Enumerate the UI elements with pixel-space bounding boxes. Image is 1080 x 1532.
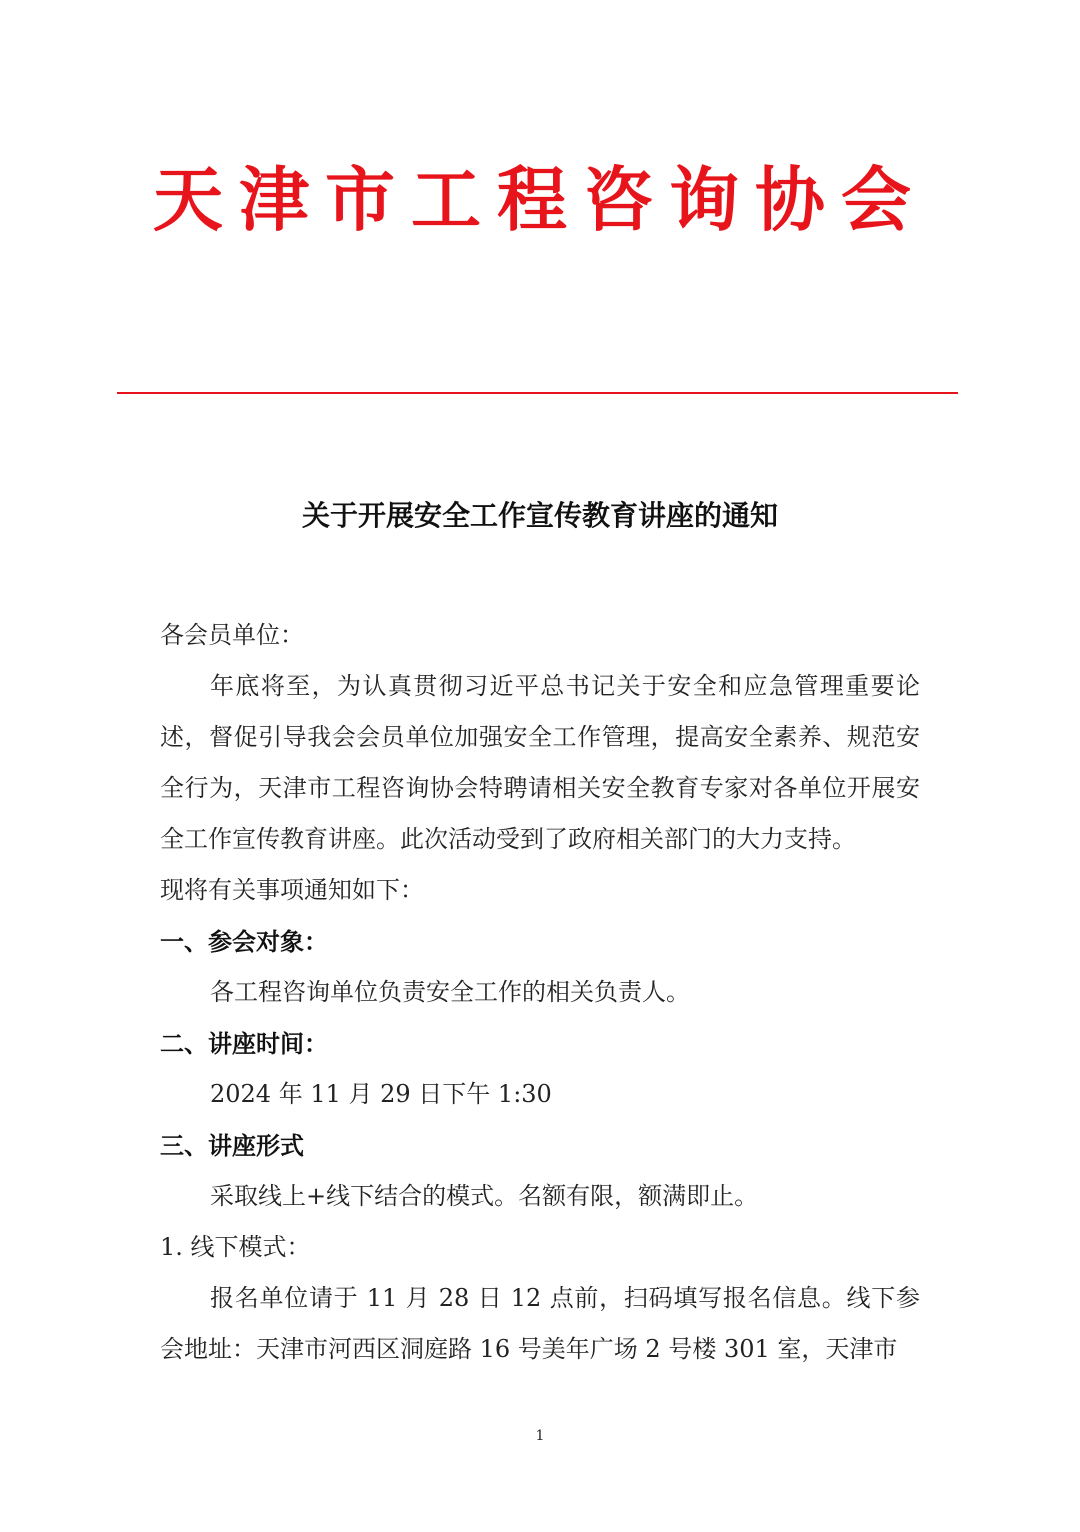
- page-number: 1: [535, 1428, 545, 1444]
- subsection-offline-content: 报名单位请于 11 月 28 日 12 点前，扫码填写报名信息。线下参会地址：天津市河西区洞庭路 16 号美年广场 2 号楼 301 室，天津市: [160, 1284, 920, 1363]
- section-heading-time: 二、讲座时间：: [160, 1029, 328, 1058]
- subsection-offline-label: 1. 线下模式：: [160, 1233, 311, 1261]
- section-content-format: 采取线上+线下结合的模式。名额有限，额满即止。: [210, 1182, 759, 1210]
- intro-closing: 现将有关事项通知如下：: [160, 876, 424, 904]
- header-divider: [117, 392, 958, 394]
- section-heading-attendees: 一、参会对象：: [160, 927, 328, 956]
- notice-body: [160, 610, 920, 1375]
- intro-paragraph: 年底将至，为认真贯彻习近平总书记关于安全和应急管理重要论述，督促引导我会会员单位加强安全工作管理，提高安全素养、规范安全行为，天津市工程咨询协会特聘请相关安全教育专家对各单位开展安全工作宣传教育讲座。此次活动受到了政府相关部门的大力支持。: [160, 672, 920, 853]
- salutation: 各会员单位：: [160, 621, 304, 649]
- notice-title: 关于开展安全工作宣传教育讲座的通知: [301, 499, 778, 532]
- section-content-attendees: 各工程咨询单位负责安全工作的相关负责人。: [210, 978, 690, 1006]
- section-content-time: 2024 年 11 月 29 日下午 1:30: [210, 1080, 552, 1108]
- section-heading-format: 三、讲座形式: [160, 1131, 304, 1160]
- organization-header: 天津市工程咨询协会: [153, 158, 927, 241]
